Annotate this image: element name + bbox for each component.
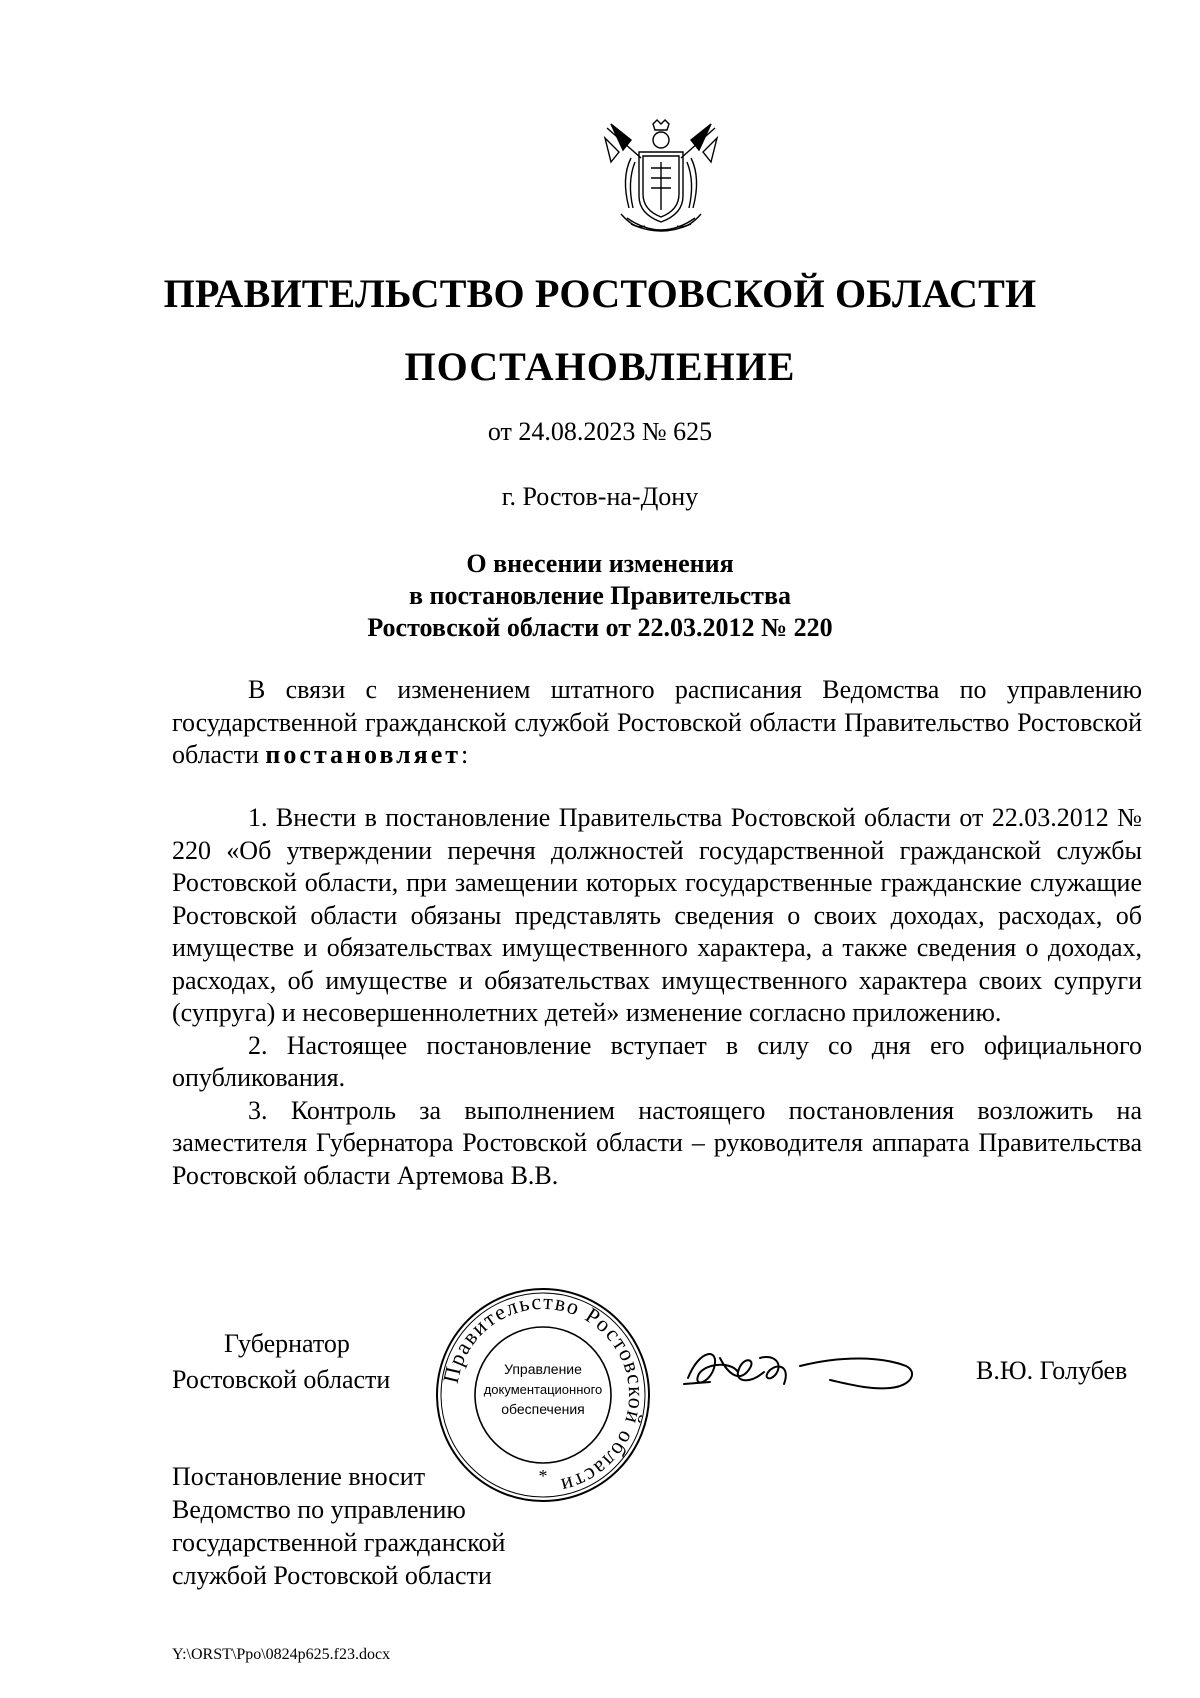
document-date-number: от 24.08.2023 № 625 (487, 417, 713, 446)
document-city: г. Ростов-на-Дону (501, 482, 699, 511)
document-type-title: ПОСТАНОВЛЕНИЕ (404, 344, 796, 389)
subject-line-3: Ростовской области от 22.03.2012 № 220 (367, 613, 833, 642)
stamp-outer-text: Правительство Ростовской области (437, 1288, 650, 1500)
submitted-by-line-3: государственной гражданской (172, 1528, 506, 1557)
preamble-tail: : (461, 740, 469, 769)
submitted-by-block (172, 1460, 505, 1592)
coat-of-arms-emblem (601, 118, 721, 242)
signer-position-line-1: Губернатор (224, 1329, 350, 1358)
stamp-inner-line-1: Управление (504, 1361, 582, 1377)
stamp-inner-line-2: документационного (483, 1382, 603, 1397)
resolution-item-1: 1. Внести в постановление Правительства Ростовской области от 22.03.2012 № 220 «Об утверждении перечня должностей государственной гражданской службы Ростовской области, при замещении которых государственные гражданские служащие Ростовской области обязаны представлять сведения о своих доходах, расходах, об имуществе и обязательствах имущественного характера, а также сведения о доходах, расходах, об имуществе и обязательствах имущественного характера своих супруги (супруга) и несовершеннолетних детей» изменение согласно приложению. (172, 803, 1142, 1027)
signer-position (172, 1326, 390, 1398)
submitted-by-line-2: Ведомство по управлению (172, 1495, 466, 1524)
stamp-inner-line-3: обеспечения (501, 1401, 585, 1417)
preamble-emphasis: постановляет (265, 740, 462, 769)
preamble-text: В связи с изменением штатного расписания Ведомства по управлению государственной гражданской службой Ростовской области Правительство Ростовской области (172, 675, 1142, 769)
submitted-by-line-4: службой Ростовской области (172, 1561, 492, 1590)
subject-line-1: О внесении изменения (466, 549, 734, 578)
document-subject (0, 548, 1200, 644)
subject-line-2: в постановление Правительства (408, 581, 791, 610)
signer-position-line-2: Ростовской области (172, 1365, 391, 1394)
stamp-star-mark: * (538, 1466, 548, 1486)
organization-title: ПРАВИТЕЛЬСТВО РОСТОВСКОЙ ОБЛАСТИ (163, 271, 1037, 316)
resolution-item-3: 3. Контроль за выполнением настоящего постановления возложить на заместителя Губернатора Ростовской области – руководителя аппарата Правительства Ростовской области Артемова В.В. (172, 1095, 1142, 1190)
resolution-item-2: 2. Настоящее постановление вступает в силу со дня его официального опубликования. (172, 1030, 1142, 1092)
preamble-paragraph (172, 674, 1142, 772)
handwritten-signature (680, 1338, 930, 1408)
file-path-footer: Y:\ORST\Ppo\0824p625.f23.docx (172, 1646, 391, 1663)
resolution-items (172, 802, 1142, 1192)
submitted-by-line-1: Постановление вносит (172, 1462, 426, 1491)
signer-name: В.Ю. Голубев (976, 1356, 1128, 1385)
